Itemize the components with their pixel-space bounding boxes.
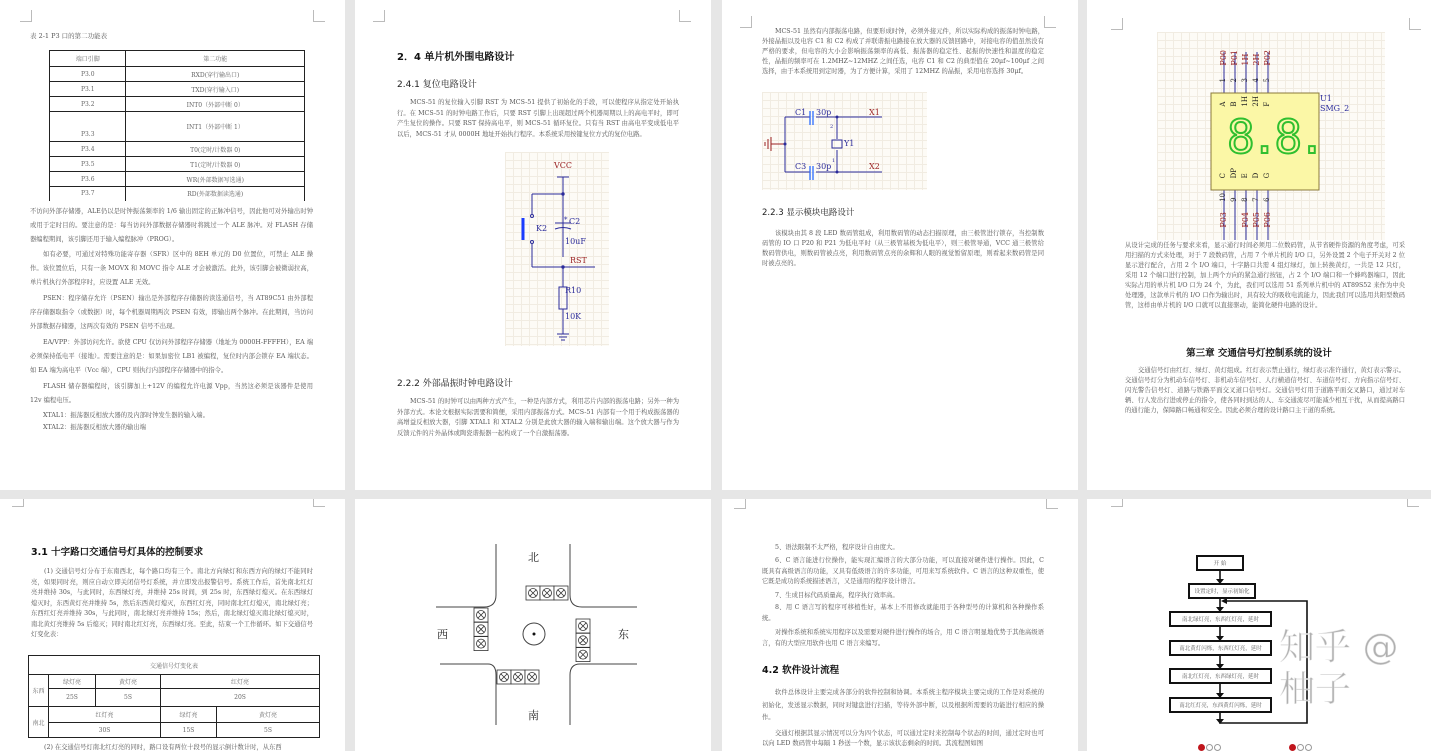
reset-circuit-schematic xyxy=(505,152,609,346)
subsection-heading: 2.4.1 复位电路设计 xyxy=(397,80,477,90)
margin-mark xyxy=(734,499,746,509)
pin-number: 4 xyxy=(1252,78,1260,83)
flow-step: 南北绿灯亮，东西红灯亮，延时 xyxy=(1169,611,1272,627)
segment-label: E xyxy=(1241,173,1249,179)
c2-label: C2 xyxy=(569,217,581,226)
bottom-pin-names xyxy=(1219,212,1273,228)
segment-label: F xyxy=(1263,101,1271,107)
pin-name: P06 xyxy=(1263,212,1272,228)
margin-mark xyxy=(313,10,325,22)
component-part: SMG_2 xyxy=(1320,104,1350,113)
margin-mark xyxy=(1409,18,1421,30)
pager-dot[interactable] xyxy=(1305,744,1312,751)
pin-name: P02 xyxy=(1263,50,1272,66)
row-label: 东西 xyxy=(29,675,49,707)
pin-name: 2H xyxy=(1252,53,1261,66)
pin-name: P03 xyxy=(1219,212,1228,228)
paragraph: 如有必要，可通过对特殊功能寄存器（SFR）区中的 8EH 单元的 D0 位置位，可禁止 ALE 操作。该位置位后，只有一条 MOVX 和 MOVC 指令 ALE 才会被激活。此外，该引脚会被微弱拉高，单片机执行外部程序时，应设置 ALE 无效。 xyxy=(30,251,313,286)
pager-dot-active[interactable] xyxy=(1289,744,1296,751)
p3-function-table xyxy=(49,50,305,201)
flow-start: 开 始 xyxy=(1196,555,1244,571)
table-row xyxy=(50,187,305,201)
segment-label: A xyxy=(1219,101,1227,107)
cell: 5S xyxy=(96,689,161,707)
pin-number: 3 xyxy=(1241,78,1249,83)
cell: P3.7 xyxy=(50,187,126,201)
vcc-label: VCC xyxy=(554,161,573,170)
chapter-heading: 第三章 交通信号灯控制系统的设计 xyxy=(1186,348,1332,359)
top-segment-labels xyxy=(1219,96,1273,107)
cell: 黄灯亮 xyxy=(96,675,161,689)
spacer xyxy=(1230,212,1240,228)
cell: 绿灯亮 xyxy=(161,707,217,723)
paragraph: 交通灯根据其显示情况可以分为四个状态，可以通过定时来控制每个状态的时间，通过定时也可以向 LED 数码管中每隔 1 秒送一个数，显示该状态剩余的时间。其流程图如图 xyxy=(762,730,1044,747)
pin-number: 10 xyxy=(1219,193,1227,202)
table-title: 交通信号灯变化表 xyxy=(29,656,320,675)
rst-label: RST xyxy=(570,256,587,265)
pager-dot-active[interactable] xyxy=(1198,744,1205,751)
page-2[interactable] xyxy=(355,0,711,490)
c3-value: 30p xyxy=(816,162,832,171)
component-ref: U1 xyxy=(1320,94,1332,103)
margin-mark xyxy=(1044,16,1056,28)
table-header: 第二功能 xyxy=(126,51,305,67)
west-label: 西 xyxy=(437,628,448,641)
pin-number: 1 xyxy=(1219,78,1227,83)
pin-name: P00 xyxy=(1219,50,1228,66)
margin-mark xyxy=(313,499,325,507)
table-row xyxy=(50,112,305,142)
r10-value: 10K xyxy=(565,312,582,321)
paragraph: MCS-51 的时钟可以由两种方式产生，一种是内部方式，利用芯片内部的振荡电路；另外一种为外部方式。本论文根据实际需要和简便，采用内部振荡方式。MCS-51 内部有一个用于构成振荡器的高增益反相放大器，引脚 XTAL1 和 XTAL2 分别是此放大器的输入端和输出端。这个放大器与作为反馈元件的片外晶体或陶瓷谐振器一起构成了一个自激振荡器。 xyxy=(397,398,679,437)
cell: 绿灯亮 xyxy=(49,675,96,689)
margin-mark xyxy=(20,10,32,22)
east-label: 东 xyxy=(618,628,629,641)
paragraph: 软件总体设计主要完成各部分的软件控制和协调。本系统主程序模块主要完成的工作是对系统的初始化，发送显示数据，同时对键盘进行扫描，等待外部中断，以及根据所需要的功能进行相应的操作。 xyxy=(762,689,1044,721)
segment-label: D xyxy=(1252,172,1260,179)
segment-label: G xyxy=(1263,172,1271,179)
cell: 红灯亮 xyxy=(49,707,161,723)
cell: 25S xyxy=(49,689,96,707)
pin-name: P01 xyxy=(1230,50,1239,66)
margin-mark xyxy=(1046,499,1058,509)
paragraph: 7、生成目标代码质量高，程序执行效率高。 xyxy=(775,592,899,599)
zhihu-watermark: 知乎 @柚子 xyxy=(1279,627,1399,710)
paragraph: PSEN：程序储存允许（PSEN）输出是外部程序存储器的读选通信号，当 AT89C51 由外部程序存储器取指令（或数据）时，每个机器周期两次 PSEN 有效，即输出两个脉冲。在此期间，当访问外部数据存储器，这两次有效的 PSEN 信号不出现。 xyxy=(30,295,313,330)
pin-number: 9 xyxy=(1230,197,1238,202)
paragraph: 不访问外部存储器，ALE仍以是时钟振荡频率的 1/6 输出固定的正脉冲信号，因此他可对外输出时钟或用于定时目的。要注意的是：每当访问外部数据存储器时将跳过一个 ALE 脉冲。对 FLASH 存储器编程期间，该引脚还用于输入编程脉冲（PROG）。 xyxy=(30,208,313,243)
pin-number: 2 xyxy=(1230,78,1238,83)
page-indicator[interactable] xyxy=(1289,744,1312,751)
c1-label: C1 xyxy=(795,108,807,117)
paragraph: 该模块由其 8 段 LED 数码管组成，利用数码管的动态扫描原理，由三极管进行锁存，当控制数码管的 IO 口 P20 和 P21 为低电平时（从三极管基极为低电平），则三极管导通，VCC 通三极管给数码管供电，则数码管被点亮，利用数码管点亮的余辉和人眼的视觉暂留原理，则看起来数码管是同时被点亮的。 xyxy=(762,230,1044,267)
paragraph: MCS-51 虽然有内部振荡电路，但要形成时钟，必须外接元件，所以实际构成的振荡时钟电路，外接晶振以及电容 C1 和 C2 构成了并联谐振电路接在放大器的反馈回路中，对接电容的值虽然没有严格的要求，但电容的大小会影响振荡频率的高低、振荡器的稳定性、起振的快速性和温度的稳定性，晶振的频率可在 1.2MHZ~12MHZ 之间任选，电容 C1 和 C2 的典型值在 20μf~100μf 之间选择，由于本系统用到定时器，为了方便计算，采用了 12MHZ 的晶振，采用电容选择 30μf。 xyxy=(762,28,1044,75)
page-7[interactable] xyxy=(722,499,1078,751)
pin-number: 6 xyxy=(1263,197,1271,202)
signal-change-table xyxy=(28,655,320,738)
segment-label: DP xyxy=(1230,168,1238,179)
page-5[interactable] xyxy=(0,499,345,751)
page-1[interactable] xyxy=(0,0,345,490)
paragraph: MCS-51 的复位输入引脚 RST 为 MCS-51 提供了初始化的手段，可以使程序从指定处开始执行。在 MCS-51 的时钟电路工作后，只要 RST 引脚上出现超过两个机器周期以上的高电平时，即可产生复位的操作。只要 RST 保持高电平，则 MCS-51 循环复位。只有当 RST 由高电平变成低电平以后，MCS-51 才从 0000H 地址开始执行程序。本系统采用按键复位方式的复位电路。 xyxy=(397,99,679,138)
cell: TXD(穿行输入口) xyxy=(126,82,305,97)
seven-segment-display: 8.8. xyxy=(1227,110,1322,164)
paragraph: 对操作系统和系统实用程序以及需要对硬件进行操作的场合，用 C 语言明显地优势于其他高级语言，有的大型应用软件也用 C 语言来编写。 xyxy=(762,629,1044,647)
paragraph: 交通信号灯由红灯、绿灯、黄灯组成。红灯表示禁止通行，绿灯表示准许通行，黄灯表示警示。交通信号灯分为机动车信号灯、非机动车信号灯、人行横道信号灯、车道信号灯、方向指示信号灯、闪光警告信号灯、道路与铁路平面交叉道口信号灯。交通信号灯用于道路平面交叉路口，通过对车辆、行人发出行进或停止的指令，使各同时到达的人、车交通流尽可能减少相互干扰，从而提高路口的通行能力，保障路口畅通和安全。因此必须合理的设计路口主干道的系统。 xyxy=(1125,367,1405,414)
row-label: 南北 xyxy=(29,707,49,738)
cell: T0(定时/计数器 0) xyxy=(126,142,305,157)
cell: INT1（外部中断 1） xyxy=(126,112,305,142)
cell: RXD(穿行输出口) xyxy=(126,67,305,82)
paragraph: 8、用 C 语言写的程序可移植性好，基本上不用修改就能用于各种型号的计算机和各种操作系统。 xyxy=(762,604,1044,622)
flow-step: 南北黄灯闪烁，东西红灯亮，延时 xyxy=(1169,640,1272,656)
table-row xyxy=(50,67,305,82)
k2-label: K2 xyxy=(536,224,548,233)
flow-step: 南北红灯亮，东西黄灯闪烁，延时 xyxy=(1169,697,1272,713)
subsection-heading: 2.2.2 外部晶振时钟电路设计 xyxy=(397,379,513,389)
pin-label: 2 xyxy=(830,124,834,130)
pin-number: 7 xyxy=(1252,197,1260,202)
section-heading: 4.2 软件设计流程 xyxy=(762,665,840,676)
c2-plus: * xyxy=(564,216,568,224)
page-6[interactable] xyxy=(355,499,711,751)
margin-mark xyxy=(1111,18,1123,30)
c3-label: C3 xyxy=(795,162,807,171)
top-pin-names xyxy=(1219,50,1273,66)
paragraph: XTAL1：振荡器反相放大器的及内部时钟发生器的输入端。 xyxy=(43,412,209,419)
north-label: 北 xyxy=(528,551,539,564)
top-pin-numbers xyxy=(1219,78,1273,82)
pin-name: P04 xyxy=(1241,212,1250,228)
cell: P3.0 xyxy=(50,67,126,82)
table-row xyxy=(50,82,305,97)
table-caption: 表 2-1 P3 口的第二功能表 xyxy=(30,32,108,40)
segment-label: C xyxy=(1219,172,1227,179)
c2-value: 10uF xyxy=(565,237,586,246)
pin-name: P05 xyxy=(1252,212,1261,228)
cell: P3.5 xyxy=(50,157,126,172)
margin-mark xyxy=(373,10,385,22)
south-label: 南 xyxy=(528,709,539,722)
paragraph: (1) 交通信号灯分布于东南西北，每个路口均有三个。南北方向绿灯和东西方向的绿灯不能同时亮，如果同时亮，则应自动立即关闭信号灯系统，并立即发出报警信号。系统工作后，首先南北红灯亮并维持 30s，与此同时，东西绿灯亮，并维持 25s 时间，到 25s 时，东西绿灯熄灭。在东西绿灯熄灭时，东西黄灯亮并维持 5s，然后东西黄灯熄灭，东西红灯亮，同时南北红灯熄灭，南北绿灯亮；东西红灯亮并维持 30s，与此同时，南北绿灯亮并维持 15s；然后，南北绿灯熄灭南北绿灯熄灭时，南北黄灯亮维持 5s 后熄灭；同时南北红灯亮，东西绿灯亮。至此，结束一个工作循环。如下交通信号灯变化表： xyxy=(31,568,314,638)
pin-number: 5 xyxy=(1263,78,1271,83)
y1-label: Y1 xyxy=(844,139,855,148)
cell: 黄灯亮 xyxy=(217,707,320,723)
cell: WR(外部数据写选通) xyxy=(126,172,305,187)
segment-label: 1H xyxy=(1241,96,1249,107)
paragraph: EA/VPP：外部访问允许。欲使 CPU 仅访问外部程序存储器（地址为 0000H-FFFFH），EA 端必须保持低电平（接地）。需要注意的是：如果加密位 LB1 被编程，复位时内部会锁存 EA 端状态。如 EA 端为高电平（Vcc 端），CPU 则执行内部程序存储器中的指令。 xyxy=(30,339,313,374)
cell: INT0（外部中断 0） xyxy=(126,97,305,112)
section-heading: 3.1 十字路口交通信号灯具体的控制要求 xyxy=(31,547,204,558)
table-row xyxy=(50,172,305,187)
table-row xyxy=(50,97,305,112)
table-row xyxy=(50,157,305,172)
table-row xyxy=(50,142,305,157)
segment-label: 2H xyxy=(1252,96,1260,107)
page-8[interactable] xyxy=(1087,499,1431,751)
margin-mark xyxy=(740,16,752,28)
paragraph: XTAL2：振荡器反相放大器的输出端 xyxy=(43,424,146,431)
r10-label: R10 xyxy=(565,286,582,295)
segment-label: B xyxy=(1230,101,1238,107)
pager-dot[interactable] xyxy=(1214,744,1221,751)
paragraph: (2) 在交通信号灯南北红灯亮的同时，路口设有两位十段号的显示倒计数计时，从东西 xyxy=(44,744,282,751)
cell: 20S xyxy=(161,689,320,707)
section-heading: 2．4 单片机外围电路设计 xyxy=(397,52,515,63)
paragraph: 5、语法限制不太严格，程序设计自由度大。 xyxy=(775,544,899,551)
paragraph: 从设计完成的任务与要求来看，显示通行时间必须用二位数码管，从节省硬件资源的角度考虑，可采用扫描的方式来处理，对于 7 段数码管，占用 7 个单片机的 I/O 口，另外设置 2 个电子开关对 2 位显示进行配合，占用 2 个 I/O 端口，十字路口共需 4 组灯绿灯，加上转换黄灯，一共是 12 只灯，采用 12 个端口进行控制，加上两个方向的紧急通行按钮，占 2 个 I/O 端口和一个蜂鸣器端口，因此实际占用的单片机 I/O 口为 24 个，为此，我们可以选用 51 系列单片机中的 AT89S52 来作为中央处理器，这款单片机的 I/O 口作为输出时，具有较大的吸收电流能力，因此我们可以选用共阳型数码管，这样由单片机的 I/O 口就可以直接驱动，能简化硬件电路的设计。 xyxy=(1125,242,1405,309)
cell: RD(外部数据读选通) xyxy=(126,187,305,201)
cell: 红灯亮 xyxy=(161,675,320,689)
pager-dot[interactable] xyxy=(1206,744,1213,751)
margin-mark xyxy=(12,499,24,507)
pin-label: 1 xyxy=(832,158,836,164)
x1-label: X1 xyxy=(869,108,880,117)
page-4[interactable] xyxy=(1087,0,1431,490)
page-3[interactable] xyxy=(722,0,1078,490)
cell: P3.2 xyxy=(50,97,126,112)
cell: T1(定时/计数器 0) xyxy=(126,157,305,172)
page-indicator[interactable] xyxy=(1198,744,1221,751)
subsection-heading: 2.2.3 显示模块电路设计 xyxy=(762,208,855,218)
flow-step: 南北红灯亮，东西绿灯亮，延时 xyxy=(1169,668,1272,684)
pager-dot[interactable] xyxy=(1297,744,1304,751)
cell: 30S xyxy=(49,723,161,738)
bottom-segment-labels xyxy=(1219,168,1273,178)
paragraph: 6、C 语言能进行位操作，能实现汇编语言的大部分功能，可以直接对硬件进行操作。因此，C 既具有高级语言的功能，又具有低级语言的许多功能，可用来写系统软件。C 语言的这种双重性，使它既是成功的系统描述语言，又是通用的程序设计语言。 xyxy=(762,557,1044,585)
pin-number: 8 xyxy=(1241,197,1249,202)
crystal-circuit-schematic xyxy=(762,92,927,190)
cell: 15S xyxy=(161,723,217,738)
margin-mark xyxy=(679,10,691,22)
cell: P3.1 xyxy=(50,82,126,97)
x2-label: X2 xyxy=(869,162,880,171)
cell: P3.6 xyxy=(50,172,126,187)
cell: P3.4 xyxy=(50,142,126,157)
paragraph: FLASH 储存器编程时，该引脚加上+12V 的编程允许电源 Vpp，当然这必须是该器件是使用 12v 编程电压。 xyxy=(30,383,313,404)
c1-value: 30p xyxy=(816,108,832,117)
seven-segment-schematic xyxy=(1157,32,1385,240)
table-header: 端口引脚 xyxy=(50,51,126,67)
cell: 5S xyxy=(217,723,320,738)
cell: P3.3 xyxy=(50,112,126,142)
flow-step: 设置定时，显示初始化 xyxy=(1188,583,1256,599)
bottom-pin-numbers xyxy=(1219,193,1273,202)
pin-name: 1H xyxy=(1241,53,1250,66)
